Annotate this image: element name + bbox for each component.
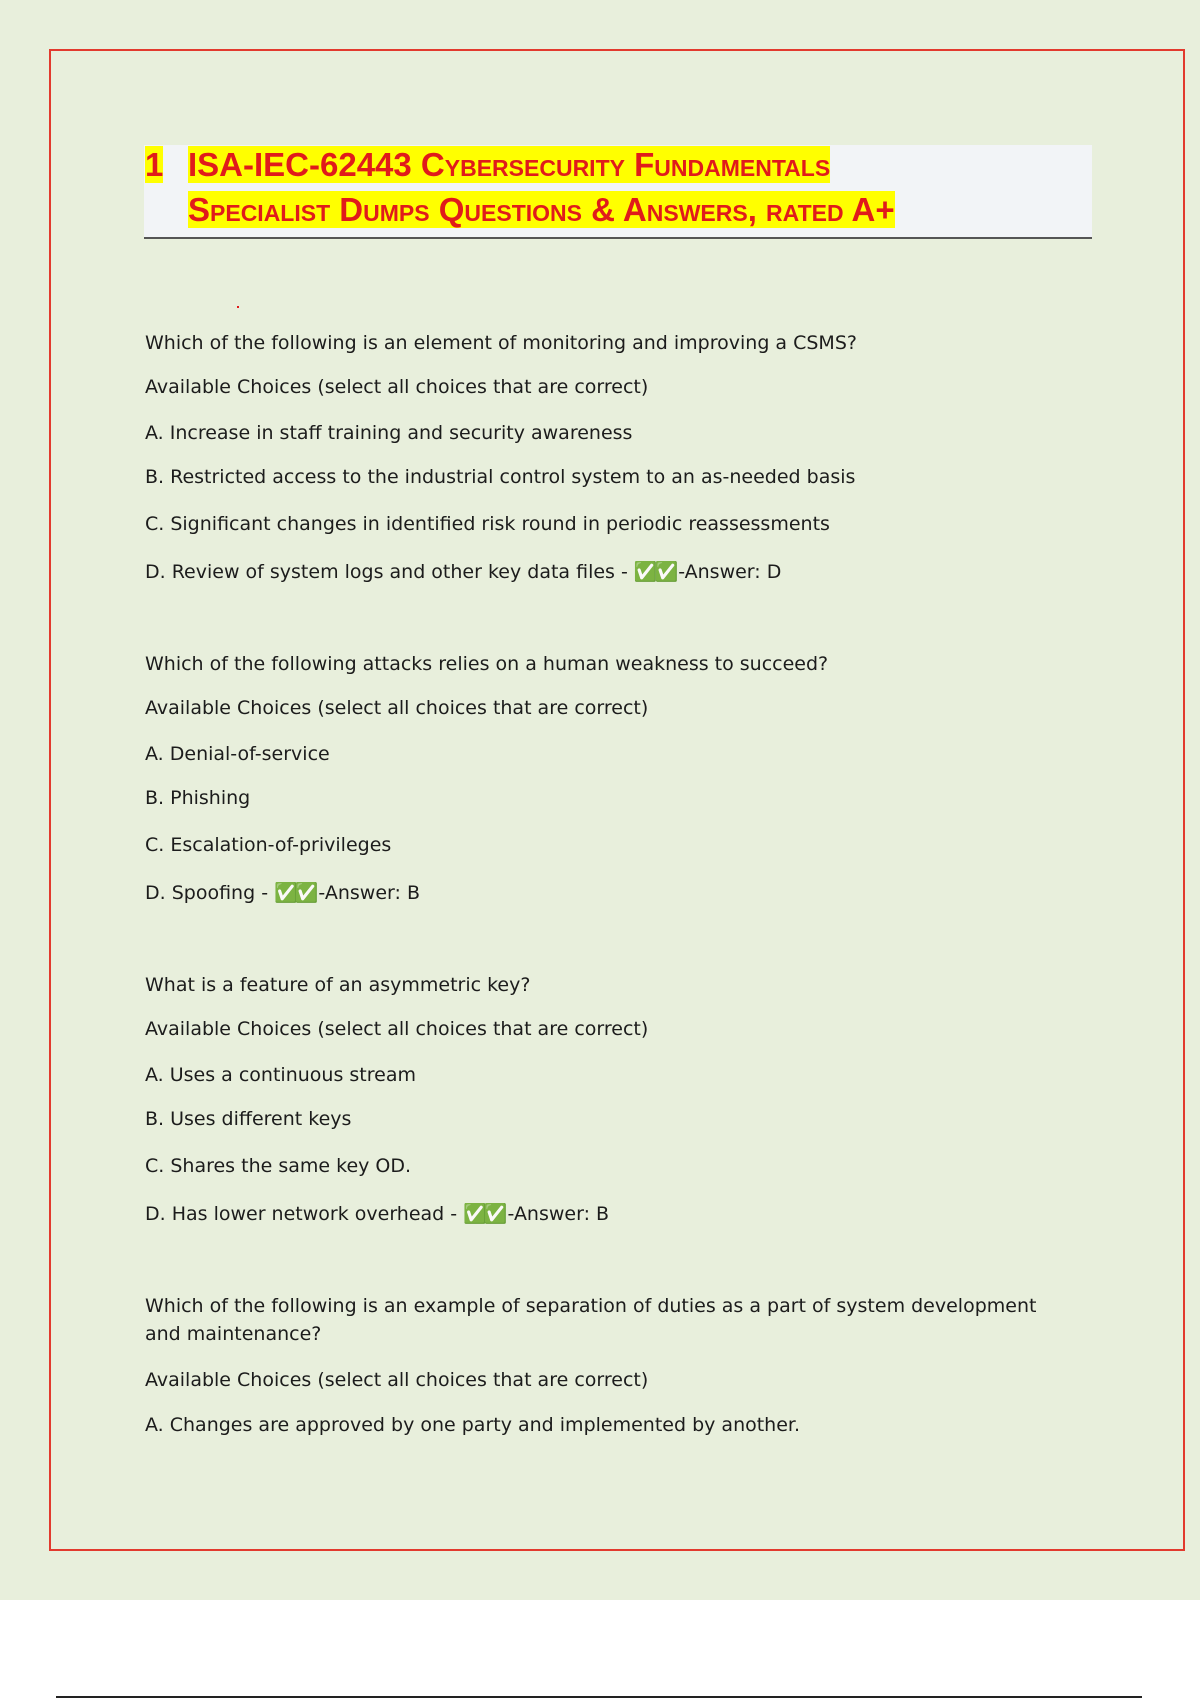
question-3-choices-label: Available Choices (select all choices that are correct) <box>145 1018 649 1040</box>
question-2-option-d <box>145 881 420 905</box>
question-1-option-d <box>145 560 781 584</box>
question-3-option-a: A. Uses a continuous stream <box>145 1064 416 1086</box>
question-4-option-a: A. Changes are approved by one party and implemented by another. <box>145 1414 801 1436</box>
option-d-text: D. Has lower network overhead - <box>145 1203 464 1225</box>
question-2-option-c: C. Escalation-of-privileges <box>145 834 392 856</box>
question-4-text: Which of the following is an example of separation of duties as a part of system development and maintenance? <box>145 1295 1037 1345</box>
title-line-1: ISA-IEC-62443 Cybersecurity Fundamentals <box>188 146 831 183</box>
double-check-icon: ✅✅ <box>463 1203 505 1225</box>
double-check-icon: ✅✅ <box>633 561 676 583</box>
title-number: 1 <box>145 146 164 183</box>
question-3-option-d <box>145 1202 609 1226</box>
question-4-choices-label: Available Choices (select all choices that are correct) <box>145 1369 649 1391</box>
footer-rule <box>56 1696 1142 1698</box>
title-line-2: Specialist Dumps Questions & Answers, rated A+ <box>188 191 895 228</box>
question-2-option-a: A. Denial-of-service <box>145 743 330 765</box>
question-3-option-c: C. Shares the same key OD. <box>145 1155 412 1177</box>
option-d-text: D. Spoofing - <box>145 882 275 904</box>
double-check-icon: ✅✅ <box>274 882 316 904</box>
question-1-text: Which of the following is an element of monitoring and improving a CSMS? <box>145 332 857 354</box>
red-dot-mark <box>237 306 239 308</box>
question-3-option-b: B. Uses different keys <box>145 1108 352 1130</box>
question-2-choices-label: Available Choices (select all choices that are correct) <box>145 697 649 719</box>
question-2-text: Which of the following attacks relies on a human weakness to succeed? <box>145 653 829 675</box>
answer-text: -Answer: B <box>507 1203 610 1225</box>
answer-text: -Answer: B <box>318 882 420 904</box>
question-2-option-b: B. Phishing <box>145 787 251 809</box>
answer-text: -Answer: D <box>678 561 782 583</box>
question-3-text: What is a feature of an asymmetric key? <box>145 974 531 996</box>
question-1-option-a: A. Increase in staff training and security awareness <box>145 422 633 444</box>
question-1-choices-label: Available Choices (select all choices that are correct) <box>145 376 649 398</box>
option-d-text: D. Review of system logs and other key data files - <box>145 561 634 583</box>
question-1-option-c: C. Significant changes in identified risk round in periodic reassessments <box>145 513 830 535</box>
question-1-option-b: B. Restricted access to the industrial control system to an as-needed basis <box>145 466 856 488</box>
